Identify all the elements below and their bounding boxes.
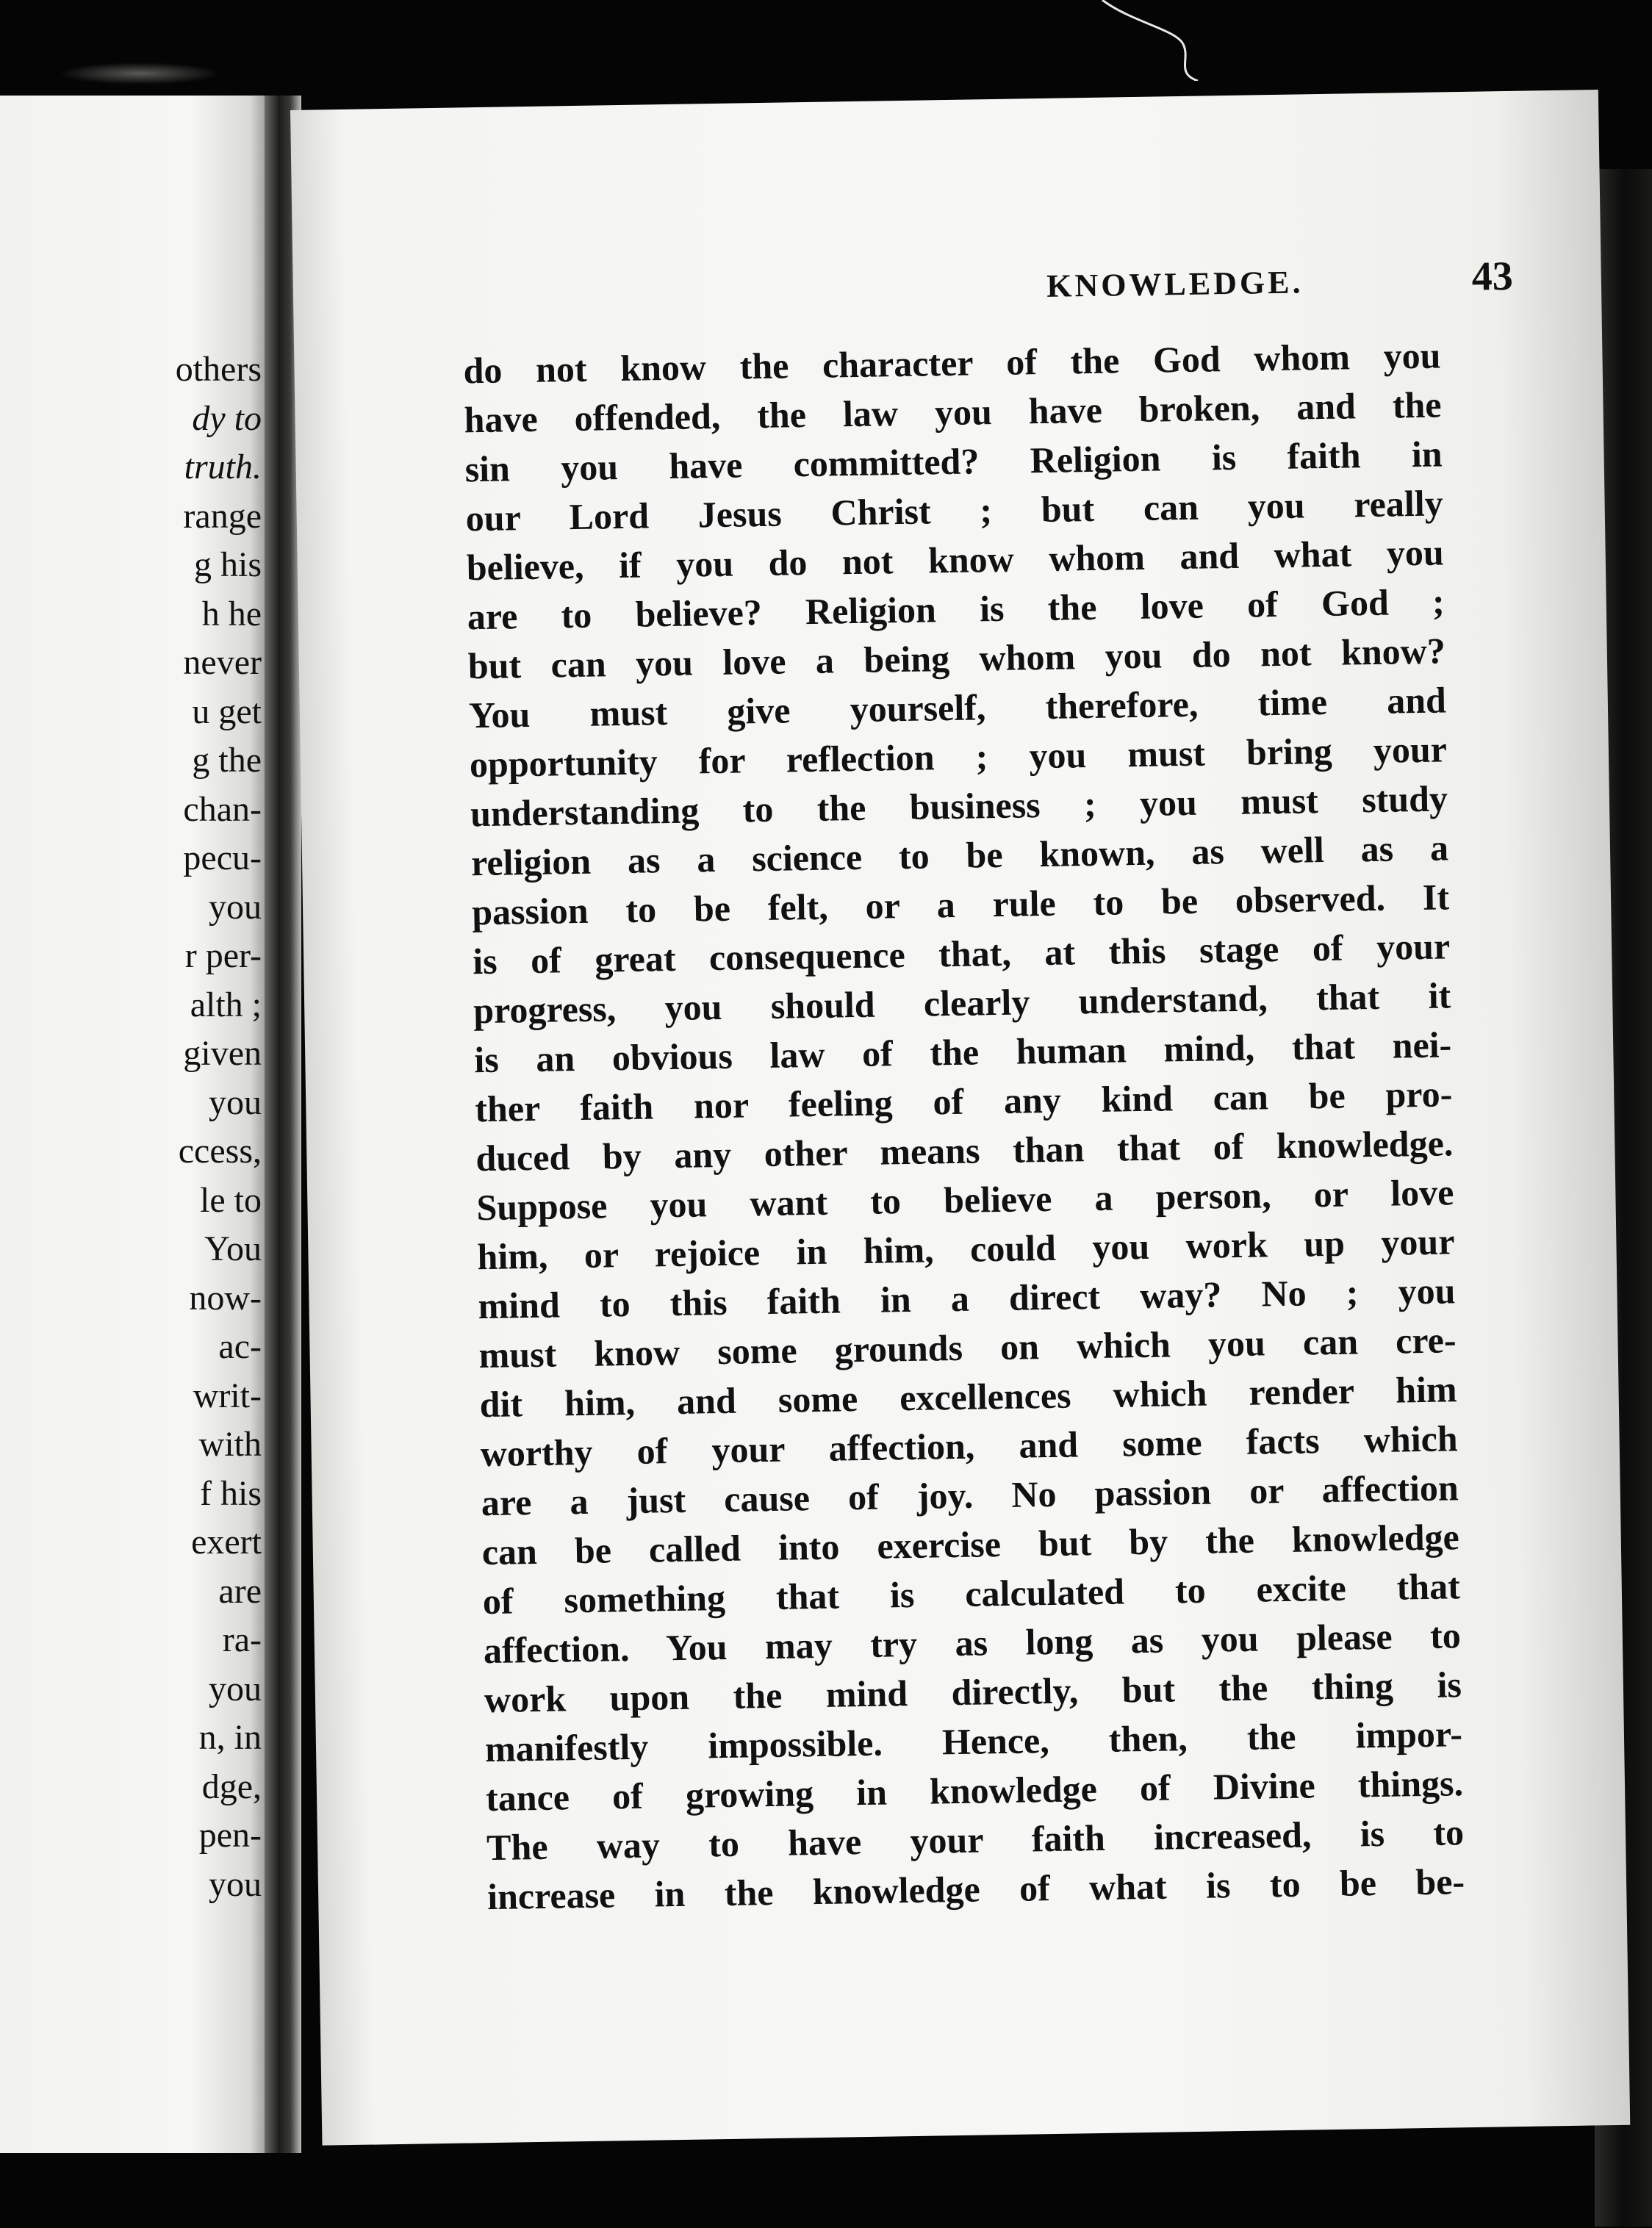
left-page-line: r per- [184, 936, 262, 975]
text-line: our Lord Jesus Christ ; but can you really [465, 482, 1444, 539]
left-page-line: g the [192, 741, 262, 780]
left-page-line: f his [200, 1473, 262, 1513]
left-page-line: range [183, 496, 262, 536]
text-line: progress, you should clearly understand, that it [473, 974, 1451, 1032]
text-line: manifestly impossible. Hence, then, the impor- [484, 1713, 1463, 1770]
text-line: You must give yourself, therefore, time and [468, 679, 1447, 736]
left-page-line: dy to [192, 398, 262, 438]
left-page-line: dge, [201, 1767, 262, 1806]
left-page-line: ra- [222, 1620, 262, 1659]
running-head: KNOWLEDGE. [1046, 264, 1304, 304]
left-page-line: writ- [193, 1376, 262, 1415]
left-page-line: you [209, 887, 262, 927]
text-line: increase in the knowledge of what is to be be- [486, 1861, 1465, 1918]
left-page-line: others [175, 350, 262, 389]
text-line: of something that is calculated to excite that [482, 1565, 1461, 1623]
text-line: have offended, the law you have broken, and the [464, 384, 1442, 441]
text-line: The way to have your faith increased, is to [486, 1811, 1465, 1869]
text-line: can be called into exercise but by the knowledge [481, 1516, 1460, 1573]
left-page-line: g his [193, 545, 262, 584]
left-page-line: given [183, 1034, 262, 1073]
left-page-line: You [204, 1229, 262, 1268]
left-page-line: you [209, 1864, 262, 1904]
scan-smudge [59, 62, 220, 85]
left-page-text [0, 345, 262, 1909]
left-page-line: with [198, 1425, 262, 1464]
text-line: is of great consequence that, at this stage of your [472, 925, 1451, 982]
left-page-line: exert [191, 1523, 262, 1562]
text-line: must know some grounds on which you can cre- [478, 1319, 1457, 1376]
left-page-line: are [218, 1571, 262, 1611]
left-page-line: alth ; [190, 985, 262, 1024]
text-line: religion as a science to be known, as well as a [470, 827, 1449, 884]
text-line: understanding to the business ; you must study [470, 777, 1448, 835]
left-page-line: you [209, 1082, 262, 1122]
stray-thread-mark [1088, 0, 1205, 81]
text-line: opportunity for reflection ; you must bring your [469, 728, 1448, 786]
left-page-line: n, in [198, 1718, 262, 1757]
text-line: believe, if you do not know whom and what you [466, 531, 1445, 589]
text-line: ther faith nor feeling of any kind can be pro- [474, 1073, 1453, 1130]
text-line: are to believe? Religion is the love of God ; [467, 581, 1446, 638]
text-line: him, or rejoice in him, could you work up your [477, 1221, 1455, 1278]
page-number: 43 [1471, 253, 1514, 300]
text-line: affection. You may try as long as you please to [483, 1614, 1462, 1672]
left-page-line: h he [201, 594, 262, 633]
left-page-line: u get [192, 691, 262, 731]
left-page-line: now- [189, 1278, 262, 1318]
left-page-line: pecu- [183, 838, 262, 877]
left-facing-page [0, 96, 272, 2153]
left-page-line: ccess, [178, 1132, 262, 1171]
left-page-line: ac- [218, 1327, 262, 1366]
text-line: do not know the character of the God whom you [463, 334, 1441, 392]
left-page-line: never [183, 643, 262, 682]
left-page-line: pen- [198, 1816, 262, 1855]
text-line: dit him, and some excellences which render him [479, 1368, 1457, 1426]
text-line: but can you love a being whom you do not know? [467, 630, 1446, 687]
text-line: are a just cause of joy. No passion or affection [481, 1467, 1459, 1524]
text-line: Suppose you want to believe a person, or love [476, 1171, 1454, 1229]
text-line: passion to be felt, or a rule to be observed. It [471, 876, 1450, 933]
text-line: duced by any other means than that of knowledge. [475, 1122, 1454, 1179]
page-body-text [463, 331, 1465, 1922]
right-page [290, 90, 1630, 2146]
left-page-line: truth. [184, 448, 262, 486]
text-line: work upon the mind directly, but the thing is [484, 1664, 1462, 1721]
text-line: worthy of your affection, and some facts which [480, 1417, 1459, 1475]
text-line: tance of growing in knowledge of Divine things. [485, 1762, 1464, 1819]
left-page-line: le to [200, 1180, 262, 1220]
text-line: sin you have committed? Religion is faith in [464, 433, 1443, 490]
text-line: mind to this faith in a direct way? No ; you [478, 1270, 1456, 1327]
left-page-line: you [209, 1669, 262, 1708]
left-page-line: chan- [183, 789, 262, 829]
text-line: is an obvious law of the human mind, that nei- [473, 1024, 1452, 1081]
